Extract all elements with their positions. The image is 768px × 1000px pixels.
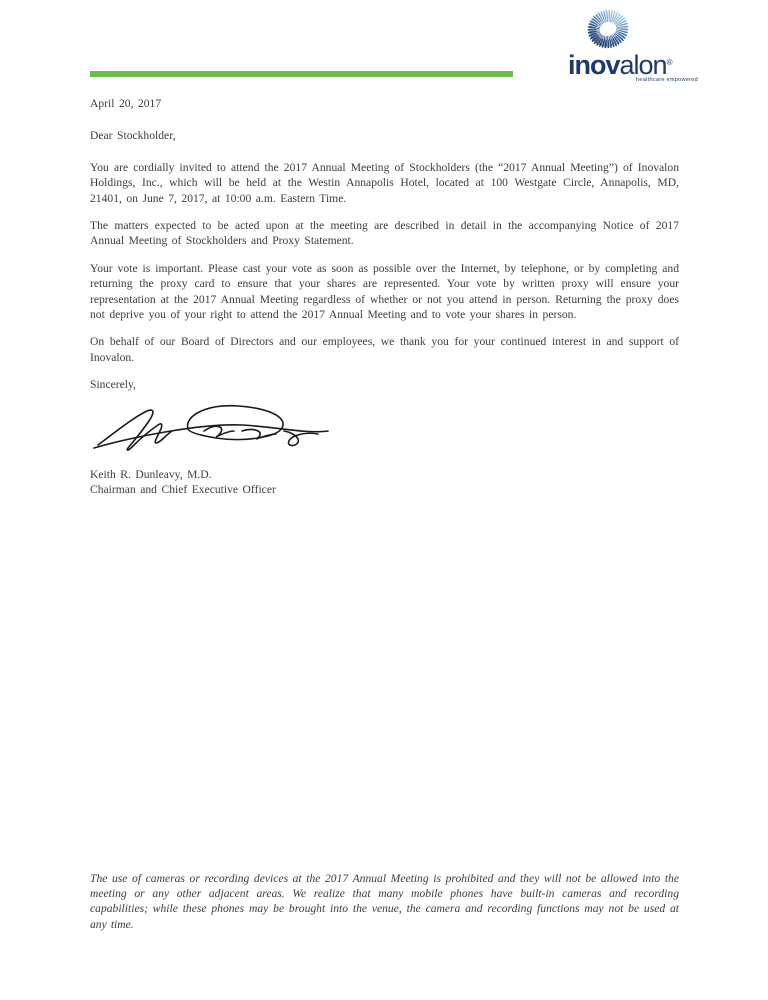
letter-body (90, 96, 679, 497)
swirl-burst-icon (584, 6, 632, 52)
signer-title: Chairman and Chief Executive Officer (90, 482, 276, 496)
paragraph-matters: The matters expected to be acted upon at the meeting are described in detail in the accompanying Notice of 2017 Annual Meeting of Stockholders and Proxy Statement. (90, 219, 679, 248)
header-rule (90, 71, 513, 77)
letter-date: April 20, 2017 (90, 97, 162, 110)
signer-name: Keith R. Dunleavy, M.D. (90, 467, 212, 481)
salutation: Dear Stockholder, (90, 129, 176, 143)
logo-text-light: alon (619, 50, 667, 80)
inovalon-logo (568, 6, 704, 83)
camera-policy-note: The use of cameras or recording devices at the 2017 Annual Meeting is prohibited and they will not be allowed into the meeting or any other adjacent areas. We realize that many mobile phones have built-in cameras and recording capabilities; while these phones may be brought into the venue, the camera and recording functions may not be used at any time. (90, 872, 679, 931)
paragraph-vote: Your vote is important. Please cast your vote as soon as possible over the Internet, by telephone, or by completing and returning the proxy card to ensure that your shares are represented. Your vote by written proxy will ensure your representation at the 2017 Annual Meeting regardless of whether or not you attend in person. Returning the proxy does not deprive you of your right to attend the 2017 Annual Meeting and to vote your shares in person. (90, 261, 679, 322)
registered-mark: ® (666, 58, 673, 67)
logo-text-bold: inov (568, 50, 620, 80)
logo-tagline: healthcare empowered (636, 77, 698, 83)
signature (92, 401, 332, 457)
signer-info (90, 467, 679, 497)
paragraph-invitation: You are cordially invited to attend the 2017 Annual Meeting of Stockholders (the “2017 Annual Meeting”) of Inovalon Holdings, Inc., which will be held at the Westin Annapolis Hotel, located at 100 Westgate Circle, Annapolis, MD, 21401, on June 7, 2017, at 10:00 a.m. Eastern Time. (90, 160, 679, 205)
closing: Sincerely, (90, 378, 136, 392)
paragraph-thanks: On behalf of our Board of Directors and our employees, we thank you for your continued interest in and support of Inovalon. (90, 335, 679, 364)
signature-block (90, 399, 679, 465)
